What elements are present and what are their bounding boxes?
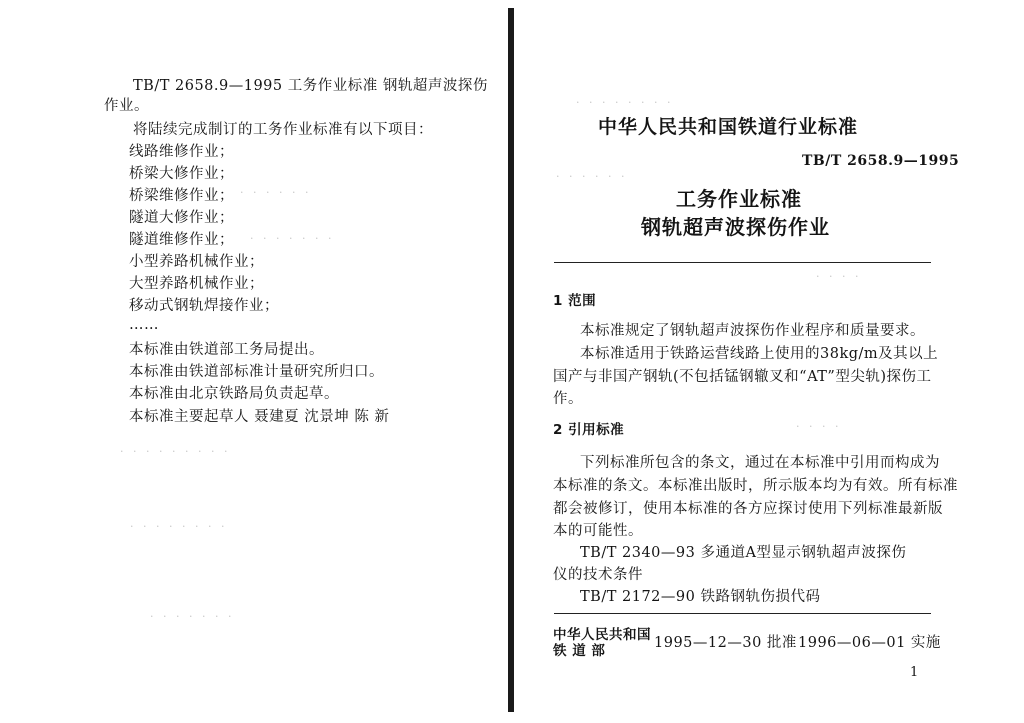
list-item: 大型养路机械作业； (129, 276, 264, 292)
paragraph-line: 都会被修订，使用本标准的各方应探讨使用下列标准最新版 (553, 501, 943, 517)
drafters-line: 本标准主要起草人 聂建夏 沈景坤 陈 新 (129, 409, 390, 425)
paragraph-line: 本标准规定了钢轨超声波探伤作业程序和质量要求。 (580, 323, 925, 339)
paragraph-line: 本标准适用于铁路运营线路上使用的38kg/m及其以上 (580, 346, 939, 362)
foreword-header-line: TB/T 2658.9—1995 工务作业标准 钢轨超声波探伤 (133, 78, 488, 94)
paragraph-line: 本标准的条文。本标准出版时，所示版本均为有效。所有标准 (553, 478, 958, 494)
note-line: 本标准由铁道部标准计量研究所归口。 (129, 364, 384, 380)
paragraph-line: 国产与非国产钢轨(不包括锰钢辙叉和“AT”型尖轨)探伤工 (553, 369, 932, 385)
list-item: 小型养路机械作业； (129, 254, 264, 270)
issuer-line: 中华人民共和国 (553, 627, 651, 643)
header-rule (554, 262, 931, 263)
bleed-through: · · · · · · · · · (120, 445, 231, 458)
reference-entry: TB/T 2340—93 多通道A型显示钢轨超声波探伤 (580, 545, 907, 561)
bleed-through: · · · · (816, 270, 862, 283)
note-line: 本标准由北京铁路局负责起草。 (129, 386, 339, 402)
paragraph-line: 本的可能性。 (553, 523, 643, 539)
right-page (516, 0, 1024, 723)
bleed-through: · · · · · · (240, 186, 312, 199)
list-item: 移动式钢轨焊接作业； (129, 298, 279, 314)
page-number: 1 (910, 665, 919, 680)
list-item: 隧道维修作业； (129, 232, 234, 248)
paragraph-line: 作。 (553, 391, 583, 407)
bleed-through: · · · · · · · · (576, 96, 674, 109)
bleed-through: · · · · · · · (150, 610, 235, 623)
footer-rule (554, 613, 931, 614)
foreword-intro: 将陆续完成制订的工务作业标准有以下项目： (133, 122, 433, 138)
bleed-through: · · · · · · · (250, 232, 335, 245)
bleed-through: · · · · · · (556, 170, 628, 183)
reference-entry: TB/T 2172—90 铁路钢轨伤损代码 (580, 589, 821, 605)
standard-code: TB/T 2658.9—1995 (802, 153, 960, 169)
issuer-line: 铁 道 部 (553, 643, 606, 659)
list-ellipsis: …… (129, 317, 159, 333)
approval-date: 1995—12—30 批准 (654, 635, 797, 651)
document-title: 工务作业标准 (676, 187, 802, 211)
list-item: 桥梁大修作业； (129, 166, 234, 182)
foreword-header-continuation: 作业。 (104, 98, 149, 114)
bleed-through: · · · · (796, 420, 842, 433)
reference-entry-continuation: 仪的技术条件 (553, 567, 643, 583)
org-title: 中华人民共和国铁道行业标准 (598, 116, 859, 138)
left-page (0, 0, 508, 723)
list-item: 隧道大修作业； (129, 210, 234, 226)
document-subtitle: 钢轨超声波探伤作业 (641, 215, 830, 239)
section-heading-references: 2 引用标准 (553, 422, 625, 438)
effective-date: 1996—06—01 实施 (798, 635, 941, 651)
paragraph-line: 下列标准所包含的条文，通过在本标准中引用而构成为 (580, 455, 940, 471)
bleed-through: · · · · · · · · (130, 520, 228, 533)
note-line: 本标准由铁道部工务局提出。 (129, 342, 324, 358)
list-item: 线路维修作业； (129, 144, 234, 160)
book-spine (508, 8, 514, 712)
section-heading-scope: 1 范围 (553, 293, 597, 309)
list-item: 桥梁维修作业； (129, 188, 234, 204)
